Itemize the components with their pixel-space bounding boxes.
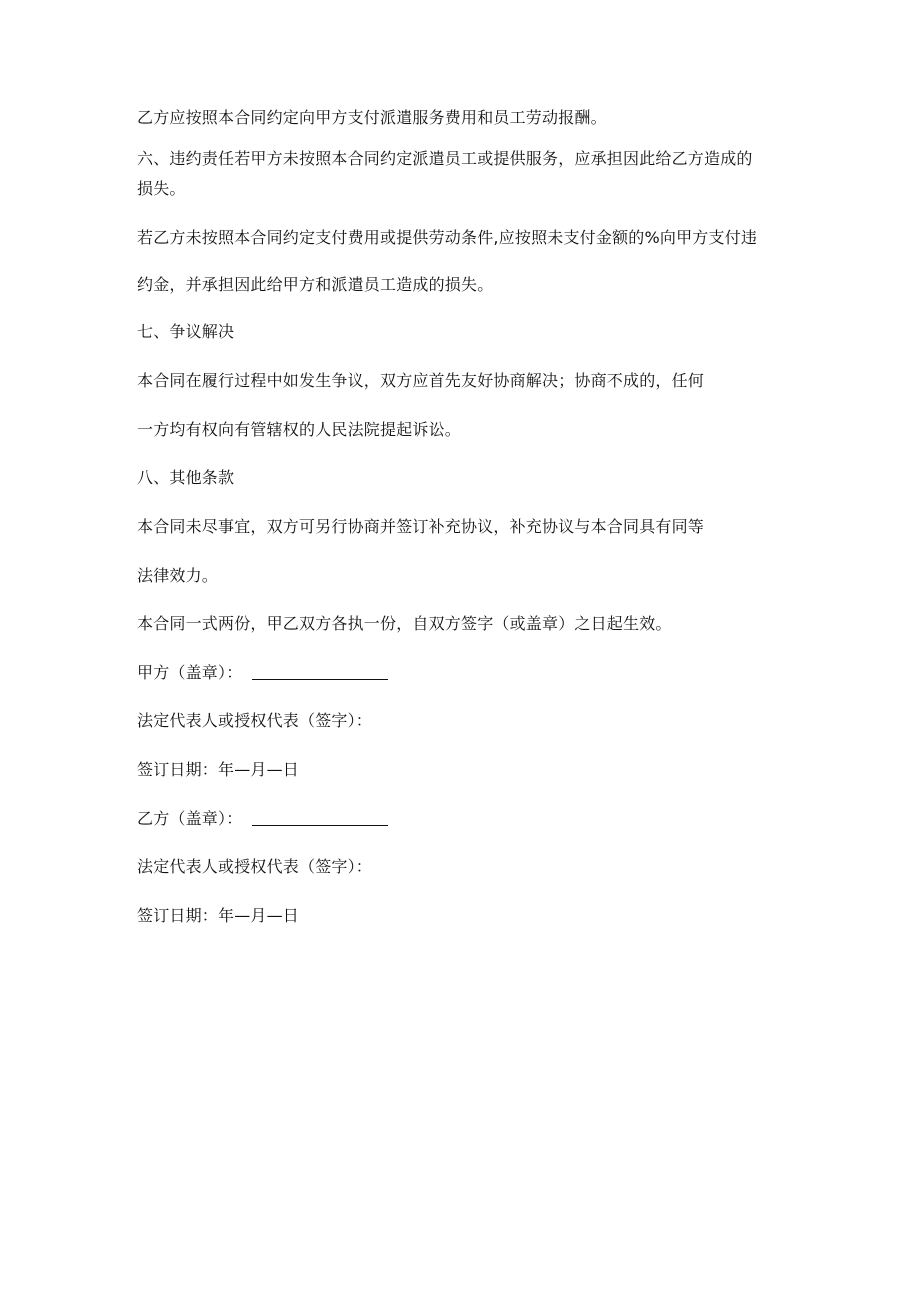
paragraph-other-terms-continuation: 法律效力。 bbox=[137, 566, 219, 585]
party-b-sign-date: 签订日期：年—月—日 bbox=[137, 906, 300, 925]
party-b-seal-line bbox=[137, 809, 388, 829]
paragraph-payment-obligation: 乙方应按照本合同约定向甲方支付派遣服务费用和员工劳动报酬。 bbox=[137, 108, 607, 127]
party-b-representative-label: 法定代表人或授权代表（签字）： bbox=[137, 857, 373, 876]
paragraph-dispute: 本合同在履行过程中如发生争议，双方应首先友好协商解决；协商不成的，任何 bbox=[137, 371, 705, 390]
paragraph-party-b-breach: 若乙方未按照本合同约定支付费用或提供劳动条件,应按照未支付金额的%向甲方支付违 bbox=[137, 228, 758, 247]
section-heading-other-terms: 八、其他条款 bbox=[137, 468, 235, 487]
party-a-seal-blank bbox=[252, 665, 388, 680]
party-a-seal-label: 甲方（盖章）： bbox=[137, 663, 243, 682]
paragraph-copies: 本合同一式两份，甲乙双方各执一份，自双方签字（或盖章）之日起生效。 bbox=[137, 614, 672, 633]
party-a-seal-line bbox=[137, 663, 388, 683]
party-b-seal-blank bbox=[252, 811, 388, 826]
party-b-seal-label: 乙方（盖章）： bbox=[137, 809, 243, 828]
paragraph-breach-continuation: 损失。 bbox=[137, 179, 186, 198]
section-heading-dispute: 七、争议解决 bbox=[137, 322, 235, 341]
paragraph-other-terms: 本合同未尽事宜，双方可另行协商并签订补充协议，补充协议与本合同具有同等 bbox=[137, 517, 705, 536]
party-a-sign-date: 签订日期：年—月—日 bbox=[137, 760, 300, 779]
paragraph-dispute-continuation: 一方均有权向有管辖权的人民法院提起诉讼。 bbox=[137, 420, 462, 439]
section-breach-heading-line: 六、违约责任若甲方未按照本合同约定派遣员工或提供服务，应承担因此给乙方造成的 bbox=[137, 149, 753, 168]
party-a-representative-label: 法定代表人或授权代表（签字）： bbox=[137, 711, 373, 730]
paragraph-party-b-breach-continuation: 约金，并承担因此给甲方和派遣员工造成的损失。 bbox=[137, 275, 494, 294]
